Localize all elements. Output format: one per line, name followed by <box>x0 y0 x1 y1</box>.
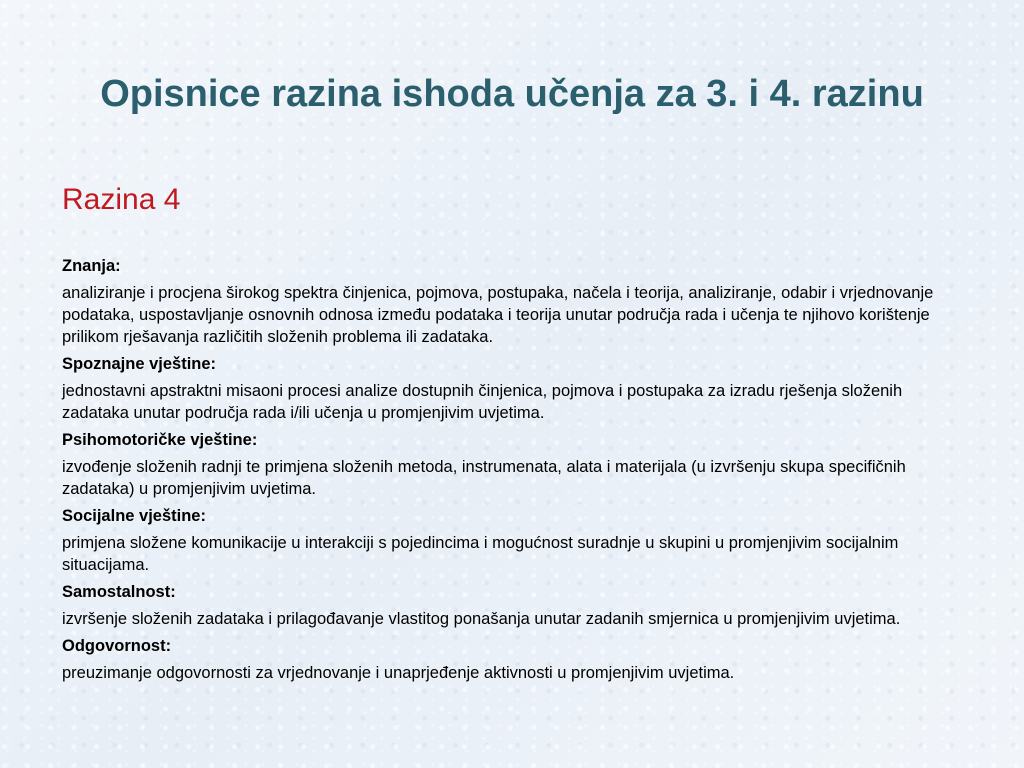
section-psychomotor-skills <box>62 429 972 500</box>
section-knowledge <box>62 255 972 348</box>
section-autonomy <box>62 581 972 630</box>
section-text: jednostavni apstraktni misaoni procesi analize dostupnih činjenica, pojmova i postupaka za izradu rješenja složenih zadataka unutar područja rada i/ili učenja u promjenjivim uvjetima. <box>62 382 903 422</box>
section-text: izvršenje složenih zadataka i prilagođavanje vlastitog ponašanja unutar zadanih smjernica u promjenjivim uvjetima. <box>62 610 901 628</box>
level-heading: Razina 4 <box>62 183 181 216</box>
section-text: primjena složene komunikacije u interakciji s pojedincima i mogućnost suradnje u skupini u promjenjivim socijalnim situacijama. <box>62 534 899 574</box>
section-text: preuzimanje odgovornosti za vrjednovanje i unaprjeđenje aktivnosti u promjenjivim uvjetima. <box>62 664 735 682</box>
section-label: Odgovornost: <box>62 637 172 655</box>
section-label: Samostalnost: <box>62 583 176 601</box>
section-text: izvođenje složenih radnji te primjena složenih metoda, instrumenata, alata i materijala (u izvršenju skupa specifičnih zadataka) u promjenjivim uvjetima. <box>62 458 906 498</box>
outcomes-list <box>62 255 972 689</box>
section-text: analiziranje i procjena širokog spektra činjenica, pojmova, postupaka, načela i teorija, analiziranje, odabir i vrjednovanje podataka, uspostavljanje osnovnih odnosa između podataka i teorija unutar područja rada i učenja te njihovo korištenje prilikom rješavanja različitih složenih problema ili zadataka. <box>62 284 934 346</box>
section-social-skills <box>62 505 972 576</box>
section-label: Socijalne vještine: <box>62 507 206 525</box>
section-label: Znanja: <box>62 257 121 275</box>
section-responsibility <box>62 635 972 684</box>
section-label: Spoznajne vještine: <box>62 355 217 373</box>
section-label: Psihomotoričke vještine: <box>62 431 258 449</box>
slide-title: Opisnice razina ishoda učenja za 3. i 4. razinu <box>100 73 924 115</box>
section-cognitive-skills <box>62 353 972 424</box>
